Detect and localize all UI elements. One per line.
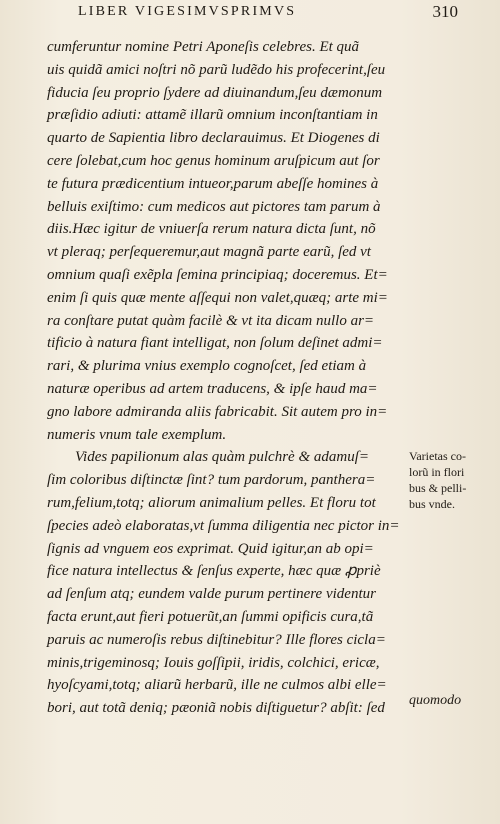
text-line: fiducia ſeu proprio ſydere ad diuinandum,ſeu dæmonum [47,84,383,101]
text-line: ſignis ad vnguem eos exprimat. Quid igitur,an ab opi= [47,540,374,557]
text-line: cere ſolebat,cum hoc genus hominum aruſpicum aut ſor [47,152,380,169]
text-line: paruis ac numeroſis rebus diſtinebitur? Ille flores cicla= [47,631,386,648]
text-line: tificio à natura fiant intelligat, non ſolum deſinet admi= [47,335,383,352]
marginal-note [409,448,489,512]
text-line: ſpecies adeò elaboratas,vt ſumma diligentia nec pictor in= [47,517,400,534]
running-title: LIBER VIGESIMVSPRIMVS [78,4,297,19]
text-line: facta erunt,aut fieri potuerũt,an ſummi opificis cura,tã [47,608,374,625]
text-line: omnium quaſi exẽpla ſemina principiaq; doceremus. Et= [47,266,388,283]
text-line: fice natura intellectus & ſenſus experte, hæc quæ ꝓpriè [47,563,381,580]
catchword: quomodo [409,693,462,708]
text-line: quarto de Sapientia libro declarauimus. Et Diogenes di [47,130,380,147]
text-line: rum,felium,totq; aliorum animalium pelles. Et floru tot [47,494,376,511]
marginal-note-line: lorũ in flori [409,465,465,479]
running-head [78,4,458,26]
text-line: te futura prædicentium intueor,parum abeſſe homines à [47,175,379,192]
text-line: enim ſi quis quæ mente aſſequi non valet,quæq; arte mi= [47,289,388,306]
text-line: ſim coloribus diſtinctæ ſint? tum pardorum, panthera= [47,472,376,489]
text-line: bori, aut totã deniq; pæoniã nobis diſtiguetur? abſit: ſed [47,700,385,717]
text-line: naturæ operibus ad artem traducens, & ipſe haud ma= [47,380,378,397]
text-line: hyoſcyami,totq; aliarũ herbarũ, ille ne culmos albi elle= [47,677,387,694]
folio-number: 310 [432,2,458,21]
marginal-note-line: bus vnde. [409,497,455,511]
text-line: gno labore admiranda aliis fabricabit. Sit autem pro in= [47,403,388,420]
text-line: belluis exiſtimo: cum medicos aut pictores tam parum à [47,198,381,215]
text-line: minis,trigeminosq; Iouis goſſipii, iridis, colchici, ericæ, [47,654,380,671]
text-line: uis quidã amici noſtri nõ parũ ludẽdo his profecerint,ſeu [47,61,386,78]
text-line: ra conſtare putat quàm facilè & vt ita dicam nullo ar= [47,312,375,329]
text-line: rari, & plurima vnius exemplo cognoſcet, ſed etiam à [47,358,367,375]
text-line: ad ſenſum atq; eundem valde purum pertinere videntur [47,586,376,603]
paragraph-start-line: Vides papilionum alas quàm pulchrè & adamuſ= [75,449,369,466]
text-line: præſidio adiuti: attamẽ illarũ omnium inconſtantiam in [47,107,378,124]
body-text [47,36,403,720]
text-line: cumferuntur nomine Petri Aponeſis celebres. Et quã [47,39,360,55]
text-line: numeris vnum tale exemplum. [47,426,227,443]
text-line: vt pleraq; perſequeremur,aut magnã parte earũ, ſed vt [47,244,371,261]
marginal-note-line: Varietas co- [409,449,466,463]
marginal-note-line: bus & pelli- [409,481,467,495]
text-line: diis.Hæc igitur de vniuerſa rerum natura dicta ſunt, nõ [47,221,376,238]
